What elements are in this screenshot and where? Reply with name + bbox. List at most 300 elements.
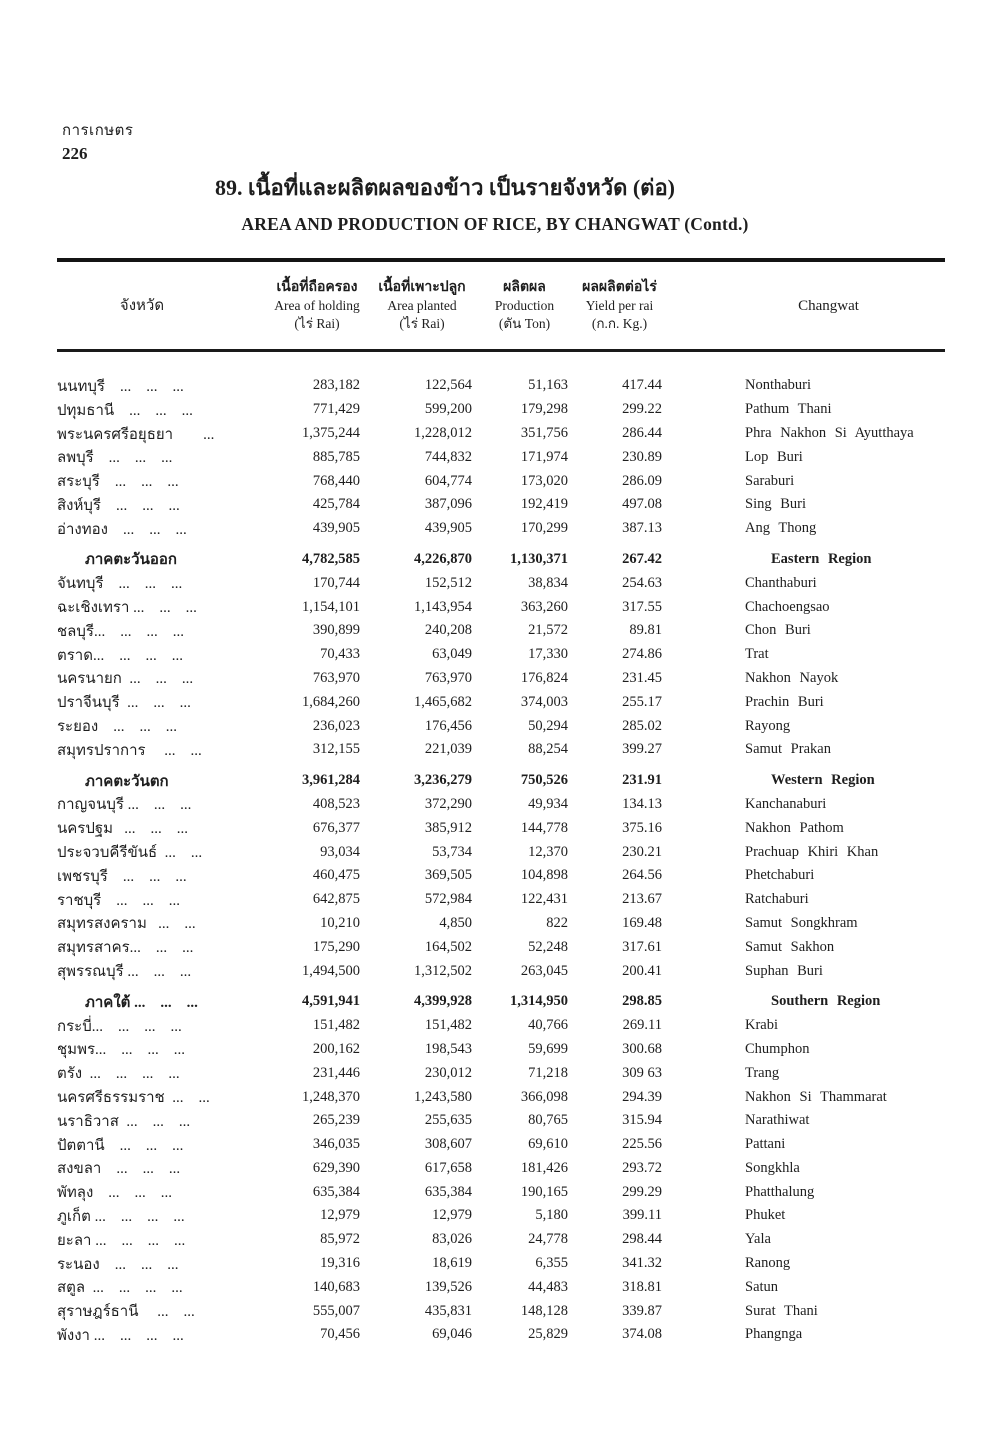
category-label: การเกษตร [62, 123, 134, 139]
cell-province-english: Phetchaburi [745, 867, 815, 884]
cell-yield-per-rai: 339.87 [622, 1302, 662, 1319]
cell-area-planted: 435,831 [424, 1302, 472, 1319]
cell-area-planted: 18,619 [432, 1255, 472, 1272]
cell-province-thai: ราชบุรี ... ... ... [57, 892, 180, 909]
cell-province-english: Samut Songkhram [745, 914, 858, 931]
cell-area-planted: 385,912 [424, 819, 472, 836]
cell-area-of-holding: 1,494,500 [302, 962, 360, 979]
table-row [57, 793, 945, 817]
cell-production: 71,218 [528, 1064, 568, 1081]
table-row [57, 571, 945, 595]
cell-yield-per-rai: 230.21 [622, 843, 662, 860]
cell-province-thai: ปัตตานี ... ... ... [57, 1137, 184, 1154]
cell-area-of-holding: 19,316 [320, 1255, 360, 1272]
cell-production: 38,834 [528, 574, 568, 591]
cell-area-of-holding: 768,440 [312, 472, 360, 489]
cell-area-of-holding: 771,429 [312, 401, 360, 418]
cell-area-of-holding: 408,523 [312, 795, 360, 812]
cell-yield-per-rai: 317.61 [622, 938, 662, 955]
cell-production: 6,355 [535, 1255, 568, 1272]
cell-area-of-holding: 175,290 [312, 938, 360, 955]
cell-area-planted: 744,832 [424, 448, 472, 465]
table-row [57, 935, 945, 959]
cell-province-thai: ระนอง ... ... ... [57, 1256, 179, 1273]
cell-area-planted: 176,456 [424, 717, 472, 734]
table-row [57, 1085, 945, 1109]
cell-production: 170,299 [520, 520, 568, 537]
cell-province-english: Narathiwat [745, 1112, 810, 1129]
cell-area-planted: 763,970 [424, 669, 472, 686]
header-province-thai: จังหวัด [119, 297, 165, 314]
table-row [57, 1061, 945, 1085]
cell-province-english: Phuket [745, 1207, 786, 1224]
cell-area-of-holding: 170,744 [312, 574, 360, 591]
cell-production: 5,180 [535, 1207, 568, 1224]
cell-province-thai: นราธิวาส ... ... ... [57, 1113, 191, 1130]
cell-production: 366,098 [520, 1088, 568, 1105]
cell-production: 176,824 [520, 669, 568, 686]
cell-province-thai: สระบุรี ... ... ... [57, 474, 179, 491]
cell-province-english: Krabi [745, 1017, 779, 1034]
cell-area-planted: 240,208 [424, 622, 472, 639]
cell-area-planted: 1,465,682 [414, 693, 472, 710]
cell-province-thai: จันทบุรี ... ... ... [57, 576, 183, 593]
cell-production: 374,003 [520, 693, 568, 710]
cell-area-planted: 1,312,502 [414, 962, 472, 979]
cell-area-of-holding: 140,683 [312, 1278, 360, 1295]
cell-yield-per-rai: 298.85 [622, 993, 662, 1010]
table-row [57, 864, 945, 888]
cell-province-thai: นครศรีธรรมราช ... ... [57, 1090, 210, 1107]
cell-area-planted: 4,226,870 [414, 550, 472, 567]
cell-area-of-holding: 231,446 [312, 1064, 360, 1081]
cell-province-thai: กาญจนบุรี ... ... ... [57, 797, 192, 814]
cell-area-planted: 439,905 [424, 520, 472, 537]
cell-area-of-holding: 12,979 [320, 1207, 360, 1224]
cell-area-of-holding: 425,784 [312, 496, 360, 513]
header-province-english: Changwat [798, 297, 859, 314]
table-row [57, 595, 945, 619]
cell-yield-per-rai: 255.17 [622, 693, 662, 710]
table-row [57, 738, 945, 762]
cell-province-thai: ลพบุรี ... ... ... [57, 450, 173, 467]
cell-area-of-holding: 346,035 [312, 1136, 360, 1153]
cell-province-english: Western Region [771, 772, 875, 789]
header-area-planted-unit: (ไร่ Rai) [399, 315, 445, 331]
cell-area-planted: 221,039 [424, 741, 472, 758]
cell-area-of-holding: 70,433 [320, 646, 360, 663]
cell-yield-per-rai: 200.41 [622, 962, 662, 979]
cell-area-planted: 1,243,580 [414, 1088, 472, 1105]
cell-area-planted: 83,026 [432, 1231, 472, 1248]
cell-area-planted: 369,505 [424, 867, 472, 884]
cell-area-of-holding: 236,023 [312, 717, 360, 734]
cell-province-thai: อ่างทอง ... ... ... [57, 521, 187, 538]
cell-yield-per-rai: 231.91 [622, 772, 662, 789]
cell-area-planted: 63,049 [432, 646, 472, 663]
cell-province-thai: นครปฐม ... ... ... [57, 821, 189, 838]
cell-yield-per-rai: 225.56 [622, 1136, 662, 1153]
cell-area-of-holding: 93,034 [320, 843, 360, 860]
table-row [57, 1014, 945, 1038]
cell-area-of-holding: 629,390 [312, 1159, 360, 1176]
cell-province-english: Phatthalung [745, 1183, 815, 1200]
cell-production: 12,370 [528, 843, 568, 860]
cell-area-planted: 230,012 [424, 1064, 472, 1081]
cell-area-of-holding: 200,162 [312, 1040, 360, 1057]
header-production-unit: (ตัน Ton) [498, 315, 551, 331]
cell-province-english: Chachoengsao [745, 598, 830, 615]
cell-area-planted: 151,482 [424, 1017, 472, 1034]
cell-yield-per-rai: 298.44 [622, 1231, 662, 1248]
cell-production: 122,431 [520, 891, 568, 908]
cell-production: 51,163 [528, 377, 568, 394]
cell-province-english: Nakhon Nayok [745, 669, 839, 686]
cell-yield-per-rai: 318.81 [622, 1278, 662, 1295]
cell-yield-per-rai: 309 63 [622, 1064, 662, 1081]
header-area-of-holding [267, 279, 367, 333]
cell-province-thai: ตราด... ... ... ... [57, 647, 183, 664]
cell-province-thai: เพชรบุรี ... ... ... [57, 868, 187, 885]
cell-area-planted: 12,979 [432, 1207, 472, 1224]
cell-province-english: Rayong [745, 717, 791, 734]
cell-area-of-holding: 151,482 [312, 1017, 360, 1034]
cell-yield-per-rai: 269.11 [622, 1017, 662, 1034]
cell-province-english: Trang [745, 1064, 780, 1081]
table-row [57, 888, 945, 912]
cell-province-english: Ang Thong [745, 520, 817, 537]
cell-area-planted: 372,290 [424, 795, 472, 812]
cell-production: 88,254 [528, 741, 568, 758]
cell-yield-per-rai: 89.81 [629, 622, 662, 639]
cell-area-of-holding: 4,782,585 [302, 550, 360, 567]
cell-province-thai: ปราจีนบุรี ... ... ... [57, 695, 191, 712]
cell-production: 44,483 [528, 1278, 568, 1295]
cell-province-english: Nakhon Si Thammarat [745, 1088, 887, 1105]
cell-production: 25,829 [528, 1326, 568, 1343]
cell-yield-per-rai: 231.45 [622, 669, 662, 686]
cell-area-of-holding: 1,154,101 [302, 598, 360, 615]
cell-province-thai: สิงห์บุรี ... ... ... [57, 497, 180, 514]
cell-production: 17,330 [528, 646, 568, 663]
header-yield-per-rai-thai: ผลผลิตต่อไร่ [582, 279, 657, 295]
cell-province-english: Prachin Buri [745, 693, 824, 710]
cell-area-planted: 387,096 [424, 496, 472, 513]
table-row [57, 1252, 945, 1276]
cell-production: 351,756 [520, 424, 568, 441]
cell-province-thai: สตูล ... ... ... ... [57, 1280, 183, 1297]
cell-province-thai: พระนครศรีอยุธยา ... [57, 426, 215, 443]
header-area-of-holding-unit: (ไร่ Rai) [294, 315, 340, 331]
cell-production: 24,778 [528, 1231, 568, 1248]
cell-production: 144,778 [520, 819, 568, 836]
cell-province-english: Suphan Buri [745, 962, 823, 979]
table-row [57, 714, 945, 738]
cell-production: 822 [546, 914, 568, 931]
cell-yield-per-rai: 417.44 [622, 377, 662, 394]
cell-area-of-holding: 283,182 [312, 377, 360, 394]
cell-province-english: Satun [745, 1278, 779, 1295]
cell-province-english: Pattani [745, 1136, 786, 1153]
cell-yield-per-rai: 293.72 [622, 1159, 662, 1176]
cell-province-thai: นนทบุรี ... ... ... [57, 378, 184, 395]
table-row [57, 398, 945, 422]
cell-province-thai: ปทุมธานี ... ... ... [57, 402, 193, 419]
cell-yield-per-rai: 285.02 [622, 717, 662, 734]
cell-yield-per-rai: 267.42 [622, 550, 662, 567]
header-area-of-holding-english: Area of holding [274, 297, 360, 313]
header-yield-per-rai [572, 279, 667, 333]
header-production [477, 279, 572, 333]
cell-province-thai: พัทลุง ... ... ... [57, 1185, 173, 1202]
cell-province-english: Samut Prakan [745, 741, 831, 758]
cell-yield-per-rai: 230.89 [622, 448, 662, 465]
cell-province-thai: กระบี่... ... ... ... [57, 1018, 182, 1035]
cell-production: 173,020 [520, 472, 568, 489]
cell-province-english: Trat [745, 646, 769, 663]
cell-yield-per-rai: 213.67 [622, 891, 662, 908]
cell-production: 179,298 [520, 401, 568, 418]
cell-production: 1,130,371 [510, 550, 568, 567]
cell-area-of-holding: 312,155 [312, 741, 360, 758]
cell-yield-per-rai: 317.55 [622, 598, 662, 615]
table-row [57, 1299, 945, 1323]
table-row [57, 959, 945, 983]
cell-province-english: Saraburi [745, 472, 795, 489]
cell-yield-per-rai: 254.63 [622, 574, 662, 591]
cell-production: 50,294 [528, 717, 568, 734]
cell-production: 363,260 [520, 598, 568, 615]
cell-production: 21,572 [528, 622, 568, 639]
cell-province-thai: ชุมพร... ... ... ... [57, 1042, 186, 1059]
cell-province-thai: สมุทรสงคราม ... ... [57, 916, 196, 933]
cell-production: 52,248 [528, 938, 568, 955]
cell-production: 171,974 [520, 448, 568, 465]
cell-province-thai: ภาคใต้ ... ... ... [85, 994, 198, 1011]
cell-yield-per-rai: 374.08 [622, 1326, 662, 1343]
cell-yield-per-rai: 134.13 [622, 795, 662, 812]
cell-area-planted: 4,850 [439, 914, 472, 931]
cell-province-english: Prachuap Khiri Khan [745, 843, 879, 860]
cell-province-english: Ranong [745, 1255, 791, 1272]
cell-area-planted: 308,607 [424, 1136, 472, 1153]
table-row [57, 816, 945, 840]
cell-province-english: Eastern Region [771, 550, 872, 567]
cell-province-english: Phra Nakhon Si Ayutthaya [745, 424, 914, 441]
cell-province-english: Surat Thani [745, 1302, 818, 1319]
cell-province-english: Nakhon Pathom [745, 819, 844, 836]
cell-area-planted: 604,774 [424, 472, 472, 489]
cell-province-english: Lop Buri [745, 448, 803, 465]
cell-province-thai: สงขลา ... ... ... [57, 1161, 181, 1178]
table-row [57, 517, 945, 541]
cell-area-of-holding: 439,905 [312, 520, 360, 537]
table-row [57, 840, 945, 864]
cell-province-thai: ภาคตะวันออก [85, 552, 177, 569]
table-row [57, 469, 945, 493]
cell-province-english: Chanthaburi [745, 574, 817, 591]
cell-province-thai: ภูเก็ต ... ... ... ... [57, 1209, 185, 1225]
cell-production: 190,165 [520, 1183, 568, 1200]
cell-production: 69,610 [528, 1136, 568, 1153]
cell-yield-per-rai: 286.44 [622, 424, 662, 441]
cell-area-planted: 617,658 [424, 1159, 472, 1176]
cell-area-planted: 255,635 [424, 1112, 472, 1129]
cell-yield-per-rai: 341.32 [622, 1255, 662, 1272]
cell-area-planted: 152,512 [424, 574, 472, 591]
cell-province-thai: ภาคตะวันตก [85, 773, 169, 790]
cell-area-of-holding: 265,239 [312, 1112, 360, 1129]
cell-yield-per-rai: 399.27 [622, 741, 662, 758]
cell-production: 192,419 [520, 496, 568, 513]
table-row [57, 1109, 945, 1133]
cell-area-of-holding: 555,007 [312, 1302, 360, 1319]
rice-production-table [57, 258, 945, 1347]
cell-province-english: Sing Buri [745, 496, 806, 513]
cell-area-of-holding: 10,210 [320, 914, 360, 931]
cell-province-english: Kanchanaburi [745, 795, 827, 812]
cell-area-planted: 1,143,954 [414, 598, 472, 615]
header-yield-per-rai-unit: (ก.ก. Kg.) [591, 315, 648, 331]
cell-area-of-holding: 4,591,941 [302, 993, 360, 1010]
cell-yield-per-rai: 300.68 [622, 1040, 662, 1057]
cell-yield-per-rai: 299.22 [622, 401, 662, 418]
cell-yield-per-rai: 286.09 [622, 472, 662, 489]
cell-production: 49,934 [528, 795, 568, 812]
cell-area-planted: 1,228,012 [414, 424, 472, 441]
table-row [57, 912, 945, 936]
cell-yield-per-rai: 315.94 [622, 1112, 662, 1129]
cell-area-planted: 599,200 [424, 401, 472, 418]
cell-yield-per-rai: 387.13 [622, 520, 662, 537]
table-row [57, 1323, 945, 1347]
title-thai: 89. เนื้อที่และผลิตผลของข้าว เป็นรายจังหวัด (ต่อ) [214, 175, 676, 200]
cell-production: 148,128 [520, 1302, 568, 1319]
cell-yield-per-rai: 399.11 [622, 1207, 662, 1224]
table-row [57, 643, 945, 667]
cell-province-english: Chumphon [745, 1040, 810, 1057]
table-row [57, 1038, 945, 1062]
cell-province-thai: ชลบุรี... ... ... ... [57, 623, 184, 640]
cell-area-planted: 4,399,928 [414, 993, 472, 1010]
cell-province-thai: สมุทรปราการ ... ... [57, 742, 202, 759]
table-row [57, 445, 945, 469]
header-area-of-holding-thai: เนื้อที่ถือครอง [276, 279, 358, 295]
cell-yield-per-rai: 299.29 [622, 1183, 662, 1200]
header-yield-per-rai-english: Yield per rai [585, 297, 654, 313]
table-body [57, 352, 945, 1347]
cell-area-of-holding: 70,456 [320, 1326, 360, 1343]
cell-area-of-holding: 635,384 [312, 1183, 360, 1200]
cell-area-of-holding: 642,875 [312, 891, 360, 908]
cell-province-english: Nonthaburi [745, 377, 812, 394]
cell-province-thai: ประจวบคีรีขันธ์ ... ... [57, 845, 203, 862]
cell-production: 59,699 [528, 1040, 568, 1057]
table-row [57, 1228, 945, 1252]
cell-yield-per-rai: 497.08 [622, 496, 662, 513]
table-row [57, 619, 945, 643]
page-header [62, 118, 133, 164]
cell-yield-per-rai: 169.48 [622, 914, 662, 931]
cell-production: 1,314,950 [510, 993, 568, 1010]
table-row [57, 690, 945, 714]
header-production-thai: ผลิตผล [503, 279, 546, 295]
table-row [57, 1157, 945, 1181]
table-row [57, 1133, 945, 1157]
cell-province-thai: ฉะเชิงเทรา ... ... ... [57, 600, 197, 617]
cell-province-thai: พังงา ... ... ... ... [57, 1327, 184, 1344]
page-number: 226 [62, 144, 88, 163]
cell-province-english: Chon Buri [745, 622, 811, 639]
cell-province-thai: ระยอง ... ... ... [57, 719, 177, 736]
table-row [57, 548, 945, 572]
table-row [57, 1180, 945, 1204]
cell-area-planted: 53,734 [432, 843, 472, 860]
cell-area-planted: 139,526 [424, 1278, 472, 1295]
cell-area-of-holding: 1,248,370 [302, 1088, 360, 1105]
cell-yield-per-rai: 274.86 [622, 646, 662, 663]
cell-province-thai: ตรัง ... ... ... ... [57, 1066, 180, 1083]
cell-yield-per-rai: 375.16 [622, 819, 662, 836]
header-production-english: Production [494, 297, 555, 313]
cell-area-of-holding: 1,684,260 [302, 693, 360, 710]
table-row [57, 422, 945, 446]
table-row [57, 1204, 945, 1228]
cell-area-of-holding: 676,377 [312, 819, 360, 836]
header-area-planted-thai: เนื้อที่เพาะปลูก [378, 279, 466, 295]
table-row [57, 493, 945, 517]
cell-production: 80,765 [528, 1112, 568, 1129]
table-row [57, 769, 945, 793]
cell-production: 263,045 [520, 962, 568, 979]
cell-province-thai: สุราษฎร์ธานี ... ... [57, 1304, 195, 1321]
cell-province-english: Phangnga [745, 1326, 803, 1343]
cell-area-planted: 572,984 [424, 891, 472, 908]
cell-province-thai: สุพรรณบุรี ... ... ... [57, 964, 192, 981]
cell-area-planted: 122,564 [424, 377, 472, 394]
cell-production: 181,426 [520, 1159, 568, 1176]
cell-area-of-holding: 885,785 [312, 448, 360, 465]
cell-province-english: Songkhla [745, 1159, 800, 1176]
cell-area-of-holding: 763,970 [312, 669, 360, 686]
cell-province-thai: ยะลา ... ... ... ... [57, 1232, 186, 1249]
cell-province-thai: นครนายก ... ... ... [57, 671, 194, 688]
cell-province-english: Pathum Thani [745, 401, 832, 418]
cell-production: 104,898 [520, 867, 568, 884]
cell-production: 40,766 [528, 1017, 568, 1034]
cell-production: 750,526 [520, 772, 568, 789]
cell-area-planted: 635,384 [424, 1183, 472, 1200]
cell-province-thai: สมุทรสาคร... ... ... [57, 940, 194, 957]
cell-province-english: Samut Sakhon [745, 938, 835, 955]
cell-area-planted: 164,502 [424, 938, 472, 955]
table-header [57, 258, 945, 352]
cell-province-english: Southern Region [771, 993, 881, 1010]
cell-area-planted: 198,543 [424, 1040, 472, 1057]
table-row [57, 667, 945, 691]
cell-yield-per-rai: 264.56 [622, 867, 662, 884]
header-area-planted-english: Area planted [387, 297, 457, 313]
cell-area-of-holding: 3,961,284 [302, 772, 360, 789]
cell-province-english: Yala [745, 1231, 771, 1248]
cell-area-of-holding: 1,375,244 [302, 424, 360, 441]
cell-province-english: Ratchaburi [745, 891, 809, 908]
table-row [57, 374, 945, 398]
cell-area-of-holding: 85,972 [320, 1231, 360, 1248]
cell-area-of-holding: 460,475 [312, 867, 360, 884]
cell-area-of-holding: 390,899 [312, 622, 360, 639]
header-area-planted [367, 279, 477, 333]
